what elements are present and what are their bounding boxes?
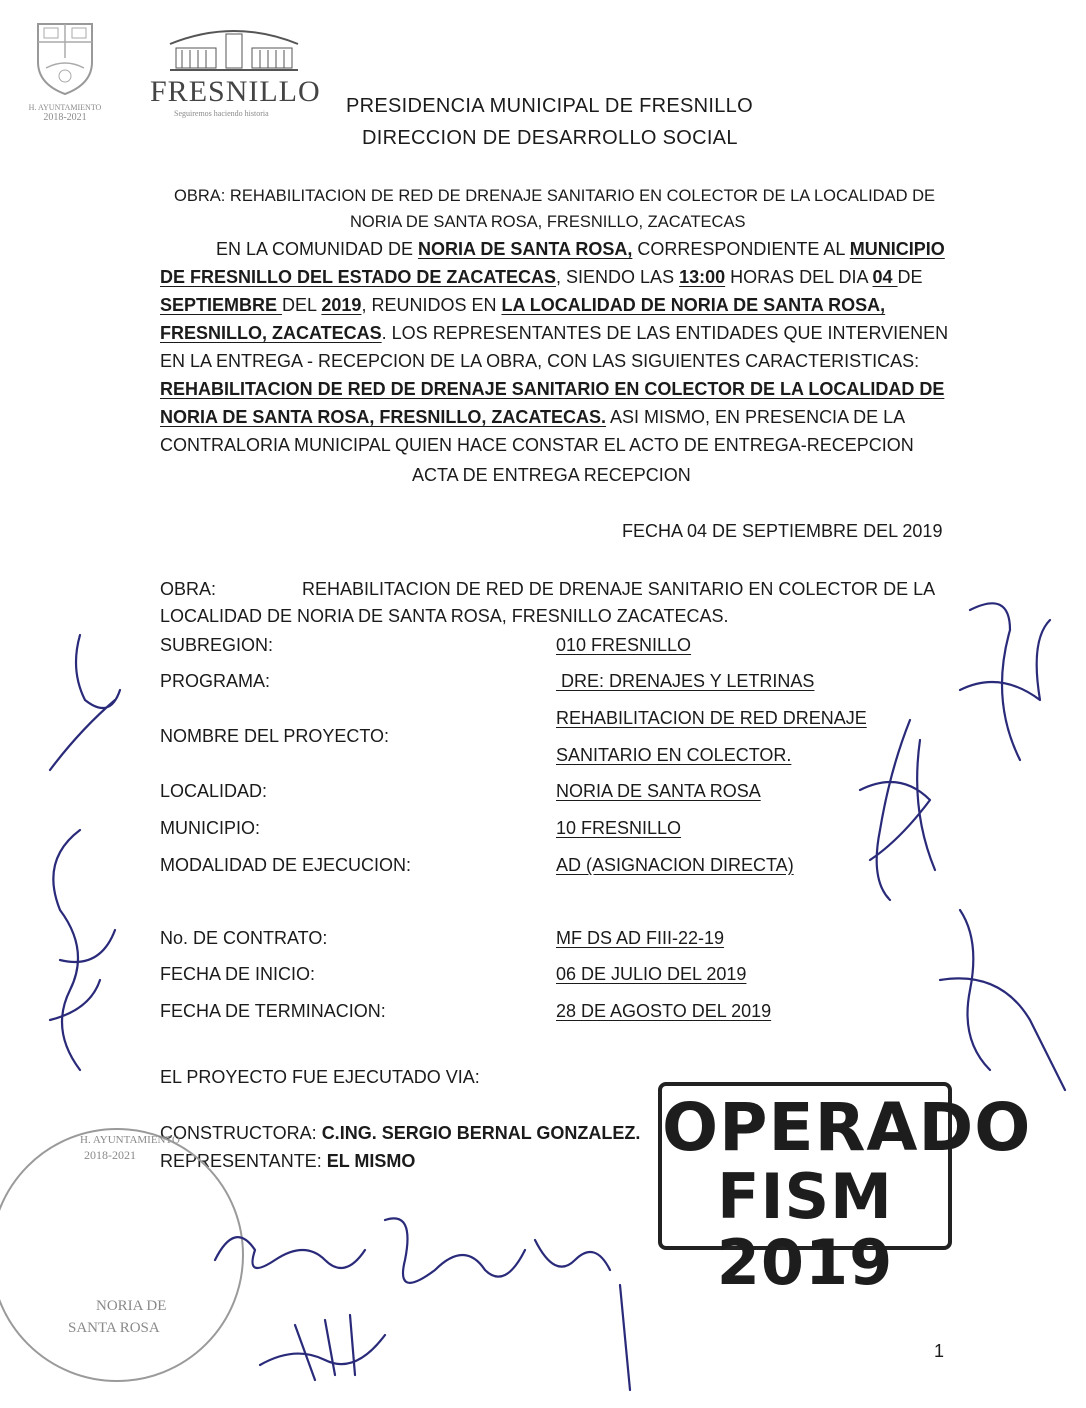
obra-value-line1: REHABILITACION DE RED DE DRENAJE SANITARIO EN COLECTOR DE LA — [302, 579, 936, 599]
detail-label-terminacion: FECHA DE TERMINACION: — [160, 1001, 386, 1021]
detail-value-modalidad: AD (ASIGNACION DIRECTA) — [556, 855, 794, 875]
intro-line-1: EN LA COMUNIDAD DE NORIA DE SANTA ROSA, CORRESPONDIENTE AL MUNICIPIO — [216, 239, 945, 259]
detail-value-contrato: MF DS AD FIII-22-19 — [556, 928, 725, 948]
detail-label-proyecto: NOMBRE DEL PROYECTO: — [160, 726, 390, 746]
fresnillo-logo — [150, 22, 320, 122]
intro-line-6: REHABILITACION DE RED DE DRENAJE SANITARIO EN COLECTOR DE LA LOCALIDAD DE — [160, 379, 945, 399]
signature-right-top — [950, 580, 1060, 780]
detail-value-subregion: 010 FRESNILLO — [556, 635, 692, 655]
document-date: FECHA 04 DE SEPTIEMBRE DEL 2019 — [622, 521, 943, 541]
obra-heading-line2: NORIA DE SANTA ROSA, FRESNILLO, ZACATECAS — [350, 213, 746, 231]
detail-label-modalidad: MODALIDAD DE EJECUCION: — [160, 855, 412, 875]
detail-label-subregion: SUBREGION: — [160, 635, 274, 655]
signature-right-middle — [840, 710, 950, 910]
crest-caption-line2: 2018-2021 — [43, 112, 87, 123]
detail-value-inicio: 06 DE JULIO DEL 2019 — [556, 964, 747, 984]
detail-value-terminacion: 28 DE AGOSTO DEL 2019 — [556, 1001, 772, 1021]
detail-label-municipio: MUNICIPIO: — [160, 818, 261, 838]
detail-value-proyecto-line2: SANITARIO EN COLECTOR. — [556, 745, 792, 765]
signature-left-top — [40, 630, 130, 780]
header-title-1: PRESIDENCIA MUNICIPAL DE FRESNILLO — [346, 95, 753, 117]
detail-label-inicio: FECHA DE INICIO: — [160, 964, 316, 984]
obra-heading-line1: OBRA: REHABILITACION DE RED DE DRENAJE SANITARIO EN COLECTOR DE LA LOCALIDAD DE — [174, 187, 935, 205]
stamp-line2: FISM 2019 — [716, 1160, 894, 1299]
building-icon — [164, 22, 304, 74]
signature-right-bottom — [920, 900, 1070, 1100]
signature-left-margin — [20, 820, 130, 1090]
detail-label-contrato: No. DE CONTRATO: — [160, 928, 328, 948]
round-stamp-top: H. AYUNTAMIENTO — [80, 1134, 180, 1146]
obra-value-line2: LOCALIDAD DE NORIA DE SANTA ROSA, FRESNILLO ZACATECAS. — [160, 606, 729, 626]
intro-line-5: EN LA ENTREGA - RECEPCION DE LA OBRA, CON LAS SIGUIENTES CARACTERISTICAS: — [160, 351, 920, 371]
detail-value-localidad: NORIA DE SANTA ROSA — [556, 781, 761, 801]
municipal-crest — [28, 18, 102, 123]
intro-line-8: CONTRALORIA MUNICIPAL QUIEN HACE CONSTAR EL ACTO DE ENTREGA-RECEPCION — [160, 435, 914, 455]
crest-caption-line1: H. AYUNTAMIENTO — [28, 103, 102, 112]
intro-line-7: NORIA DE SANTA ROSA, FRESNILLO, ZACATECAS. ASI MISMO, EN PRESENCIA DE LA — [160, 407, 906, 427]
header-title-2: DIRECCION DE DESARROLLO SOCIAL — [362, 127, 738, 149]
signature-bottom-scribble — [255, 1305, 395, 1385]
round-stamp-bottom1: NORIA DE — [96, 1298, 167, 1314]
intro-line-4: FRESNILLO, ZACATECAS. LOS REPRESENTANTES DE LAS ENTIDADES QUE INTERVIENEN — [160, 323, 949, 343]
crest-shield-icon — [30, 18, 100, 98]
stamp-line1: OPERADO — [662, 1089, 1032, 1166]
acta-title: ACTA DE ENTREGA RECEPCION — [412, 465, 691, 485]
detail-value-programa: DRE: DRENAJES Y LETRINAS — [556, 671, 815, 691]
ejecutado-via: EL PROYECTO FUE EJECUTADO VIA: — [160, 1067, 480, 1087]
detail-value-proyecto-line1: REHABILITACION DE RED DRENAJE — [556, 708, 867, 728]
logo-name: FRESNILLO — [150, 75, 321, 108]
round-stamp-bottom2: SANTA ROSA — [68, 1320, 160, 1336]
detail-value-municipio: 10 FRESNILLO — [556, 818, 682, 838]
detail-label-localidad: LOCALIDAD: — [160, 781, 268, 801]
intro-line-2: DE FRESNILLO DEL ESTADO DE ZACATECAS, SIENDO LAS 13:00 HORAS DEL DIA 04 DE — [160, 267, 923, 287]
representante-line: REPRESENTANTE: EL MISMO — [160, 1151, 416, 1171]
signature-bottom-line — [600, 1280, 650, 1400]
signature-bottom-center — [195, 1200, 615, 1320]
obra-label: OBRA: — [160, 579, 217, 599]
round-stamp-year: 2018-2021 — [84, 1148, 136, 1162]
logo-tagline: Seguiremos haciendo historia — [174, 109, 269, 118]
constructora-line: CONSTRUCTORA: C.ING. SERGIO BERNAL GONZALEZ. — [160, 1123, 641, 1143]
intro-line-3: SEPTIEMBRE DEL 2019, REUNIDOS EN LA LOCALIDAD DE NORIA DE SANTA ROSA, — [160, 295, 886, 315]
detail-label-programa: PROGRAMA: — [160, 671, 271, 691]
operado-fism-stamp — [658, 1082, 1032, 1299]
page-number: 1 — [934, 1341, 945, 1361]
